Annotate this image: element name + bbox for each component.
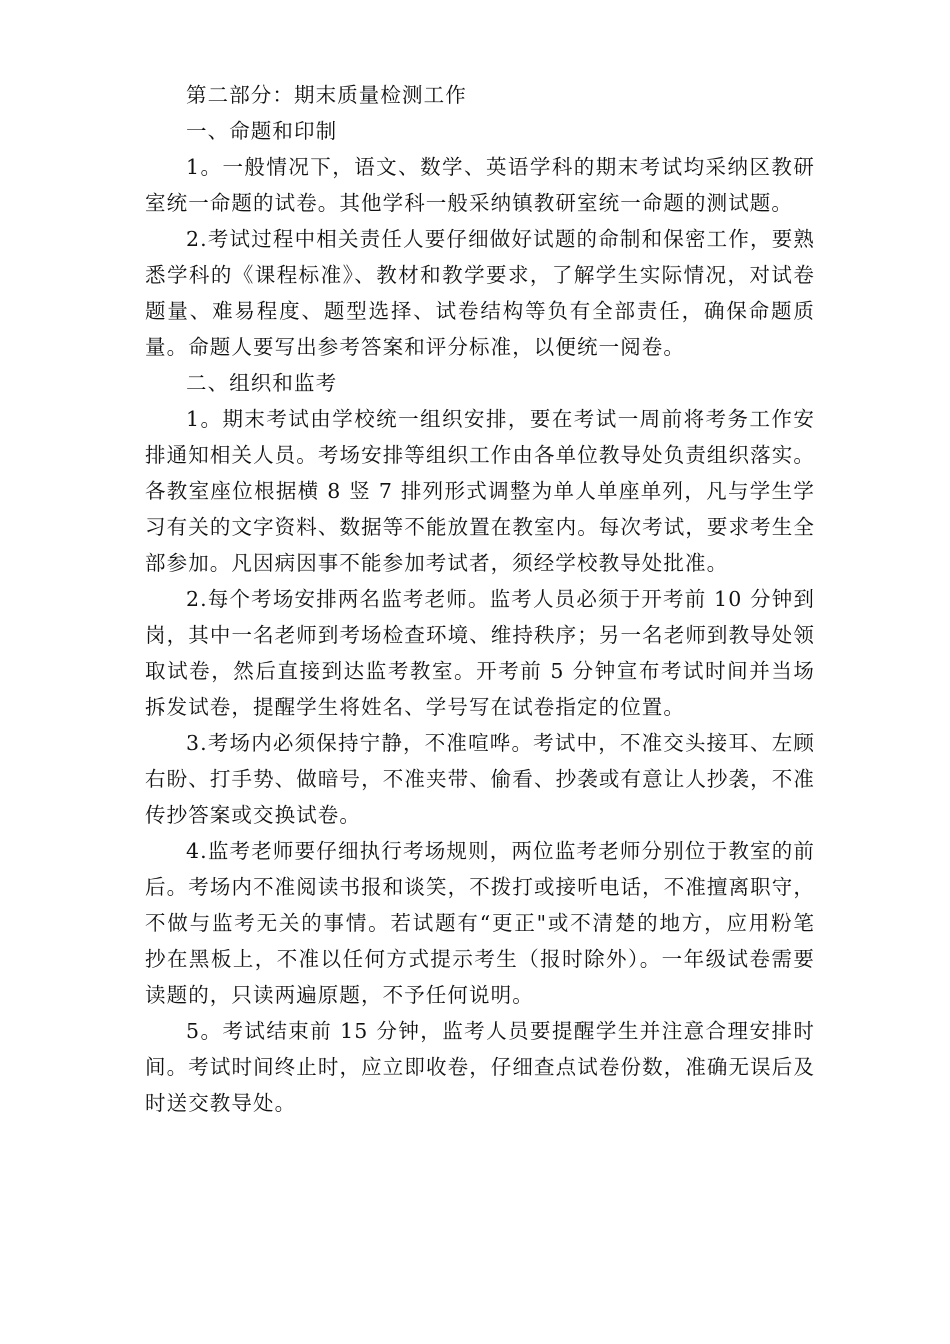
document-body xyxy=(145,77,815,1121)
paragraph-2-1: 1。期末考试由学校统一组织安排，要在考试一周前将考务工作安排通知相关人员。考场安排等组织工作由各单位教导处负责组织落实。各教室座位根据横 8 竖 7 排列形式调整为单人单座单列，凡与学生学习有关的文字资料、数据等不能放置在教室内。每次考试，要求考生全部参加。凡因病因事不能参加考试者，须经学校教导处批准。 xyxy=(145,407,815,575)
paragraph-2-3: 3.考场内必须保持宁静，不准喧哗。考试中，不准交头接耳、左顾右盼、打手势、做暗号，不准夹带、偷看、抄袭或有意让人抄袭，不准传抄答案或交换试卷。 xyxy=(145,731,815,827)
paragraph-1-1: 1。一般情况下，语文、数学、英语学科的期末考试均采纳区教研室统一命题的试卷。其他学科一般采纳镇教研室统一命题的测试题。 xyxy=(145,155,815,215)
paragraph-1-2: 2.考试过程中相关责任人要仔细做好试题的命制和保密工作，要熟悉学科的《课程标准》、教材和教学要求，了解学生实际情况，对试卷题量、难易程度、题型选择、试卷结构等负有全部责任，确保命题质量。命题人要写出参考答案和评分标准，以便统一阅卷。 xyxy=(145,227,815,359)
part-heading: 第二部分：期末质量检测工作 xyxy=(186,83,467,107)
section-heading-1: 一、命题和印制 xyxy=(186,119,338,143)
paragraph-2-2: 2.每个考场安排两名监考老师。监考人员必须于开考前 10 分钟到岗，其中一名老师到考场检查环境、维持秩序；另一名老师到教导处领取试卷，然后直接到达监考教室。开考前 5 分钟宣布考试时间并当场拆发试卷，提醒学生将姓名、学号写在试卷指定的位置。 xyxy=(145,587,815,719)
section-heading-2: 二、组织和监考 xyxy=(186,371,338,395)
paragraph-2-5: 5。考试结束前 15 分钟，监考人员要提醒学生并注意合理安排时间。考试时间终止时，应立即收卷，仔细查点试卷份数，准确无误后及时送交教导处。 xyxy=(145,1019,815,1115)
paragraph-2-4: 4.监考老师要仔细执行考场规则，两位监考老师分别位于教室的前后。考场内不准阅读书报和谈笑，不拨打或接听电话，不准擅离职守，不做与监考无关的事情。若试题有“更正"或不清楚的地方，应用粉笔抄在黑板上，不准以任何方式提示考生（报时除外）。一年级试卷需要读题的，只读两遍原题，不予任何说明。 xyxy=(145,839,815,1007)
